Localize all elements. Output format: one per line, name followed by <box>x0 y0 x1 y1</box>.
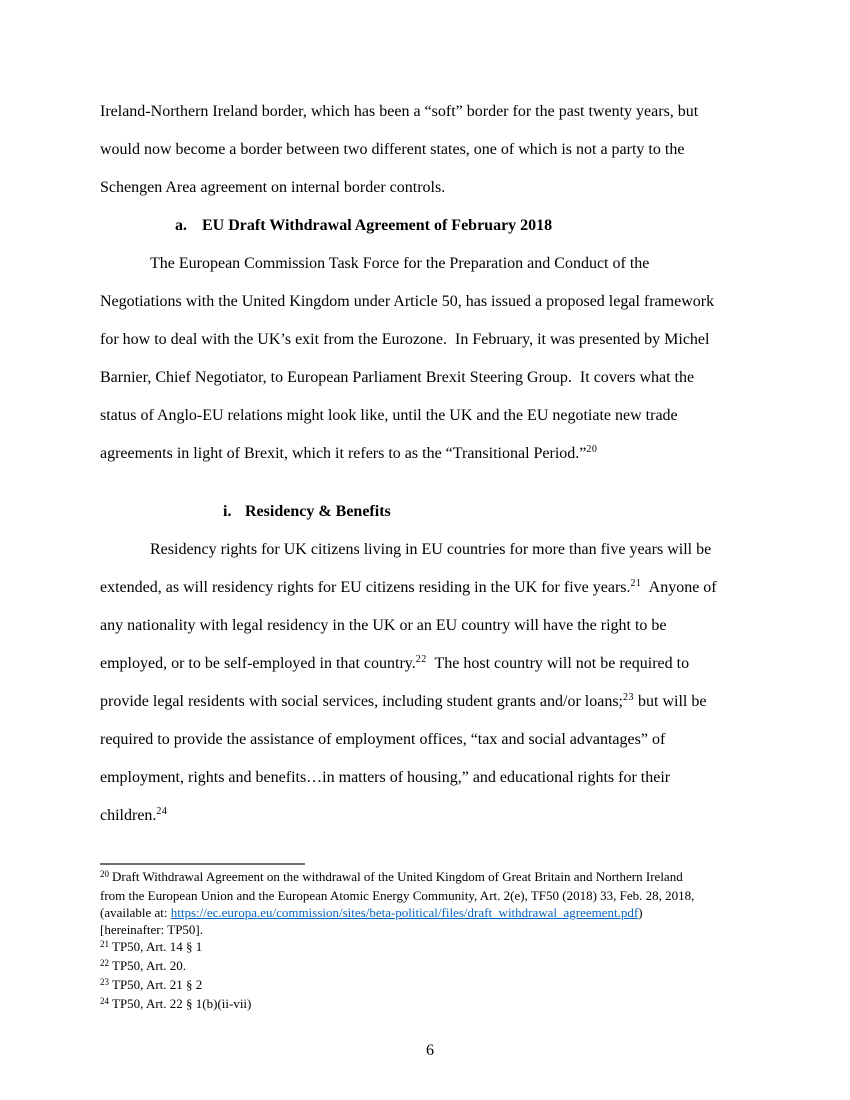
text-run: extended, as will residency rights for EU citizens residing in the UK for five years. <box>100 579 631 596</box>
footnote-21 <box>100 938 760 957</box>
text-run: The host country will not be required to <box>426 655 690 672</box>
section-heading-i <box>223 493 760 531</box>
text-run: children. <box>100 807 157 824</box>
heading-title: Residency & Benefits <box>245 503 391 520</box>
body-line <box>100 435 760 473</box>
footnote-separator-rule <box>100 863 305 865</box>
footnote-line <box>100 868 760 887</box>
body-line <box>100 569 760 607</box>
body-line <box>100 607 760 645</box>
text-run: any nationality with legal residency in the UK or an EU country will have the right to be <box>100 617 667 634</box>
body-line <box>100 531 760 569</box>
paragraph-1 <box>100 93 760 207</box>
text-run: TP50, Art. 14 § 1 <box>112 939 203 954</box>
footnote-ref-20: 20 <box>586 444 598 455</box>
section-heading-a <box>175 207 760 245</box>
footnote-number: 22 <box>100 958 109 968</box>
page-number: 6 <box>426 1042 434 1059</box>
text-run: status of Anglo-EU relations might look like, until the UK and the EU negotiate new trade <box>100 407 678 424</box>
body-line <box>100 645 760 683</box>
text-run: (available at: <box>100 905 171 920</box>
footnote-line <box>100 904 760 921</box>
text-run: provide legal residents with social services, including student grants and/or loans; <box>100 693 623 710</box>
footnote-ref-21: 21 <box>630 578 642 589</box>
text-run: [hereinafter: TP50]. <box>100 922 203 937</box>
body-line <box>100 321 760 359</box>
paragraph-2 <box>100 245 760 473</box>
text-run: would now become a border between two different states, one of which is not a party to the <box>100 141 685 158</box>
text-run: TP50, Art. 21 § 2 <box>112 977 203 992</box>
footnote-ref-22: 22 <box>415 654 427 665</box>
body-line <box>100 245 760 283</box>
footnote-ref-23: 23 <box>623 692 634 703</box>
body-line <box>100 283 760 321</box>
footnote-line <box>100 887 760 904</box>
text-run: Residency rights for UK citizens living in EU countries for more than five years will be <box>150 541 712 558</box>
footnote-number: 21 <box>100 939 109 949</box>
text-run: but will be <box>634 693 707 710</box>
text-run: Schengen Area agreement on internal border controls. <box>100 179 446 196</box>
heading-title: EU Draft Withdrawal Agreement of February 2018 <box>202 217 553 234</box>
body-line <box>100 169 760 207</box>
heading-marker: a. <box>175 217 187 234</box>
footnote-number: 24 <box>100 996 109 1006</box>
text-run: Barnier, Chief Negotiator, to European Parliament Brexit Steering Group. It covers what the <box>100 369 695 386</box>
text-run: Negotiations with the United Kingdom under Article 50, has issued a proposed legal framework <box>100 293 715 310</box>
body-line <box>100 93 760 131</box>
text-run: employment, rights and benefits…in matters of housing,” and educational rights for their <box>100 769 671 786</box>
footnote-23 <box>100 976 760 995</box>
text-run: TP50, Art. 20. <box>112 958 187 973</box>
text-run: agreements in light of Brexit, which it refers to as the “Transitional Period.” <box>100 445 587 462</box>
body-line <box>100 759 760 797</box>
text-run: Anyone of <box>641 579 717 596</box>
body-line <box>100 131 760 169</box>
footnote-20 <box>100 868 760 938</box>
withdrawal-agreement-hyperlink[interactable]: https://ec.europa.eu/commission/sites/beta-political/files/draft_withdrawal_agreement.pdf <box>170 905 639 920</box>
heading-marker: i. <box>223 503 232 520</box>
paragraph-3 <box>100 531 760 835</box>
body-line <box>100 683 760 721</box>
text-run: employed, or to be self-employed in that country. <box>100 655 416 672</box>
text-run: Ireland-Northern Ireland border, which has been a “soft” border for the past twenty years, but <box>100 103 699 120</box>
text-run: The European Commission Task Force for the Preparation and Conduct of the <box>150 255 650 272</box>
text-run: for how to deal with the UK’s exit from the Eurozone. In February, it was presented by Michel <box>100 331 710 348</box>
body-line <box>100 359 760 397</box>
footnote-ref-24: 24 <box>156 806 168 817</box>
text-run: ) <box>638 905 643 920</box>
body-line <box>100 721 760 759</box>
footnote-22 <box>100 957 760 976</box>
text-run: TP50, Art. 22 § 1(b)(ii-vii) <box>112 996 252 1011</box>
footnote-line <box>100 921 760 938</box>
body-line <box>100 797 760 835</box>
body-line <box>100 397 760 435</box>
text-run: Draft Withdrawal Agreement on the withdrawal of the United Kingdom of Great Britain and Northern Ireland <box>112 869 683 884</box>
text-run: from the European Union and the European Atomic Energy Community, Art. 2(e), TF50 (2018) 33, Feb. 28, 2018, <box>100 888 695 903</box>
text-run: required to provide the assistance of employment offices, “tax and social advantages” of <box>100 731 666 748</box>
footnote-24 <box>100 995 760 1014</box>
footnote-number: 20 <box>100 869 109 879</box>
footnote-number: 23 <box>100 977 109 987</box>
